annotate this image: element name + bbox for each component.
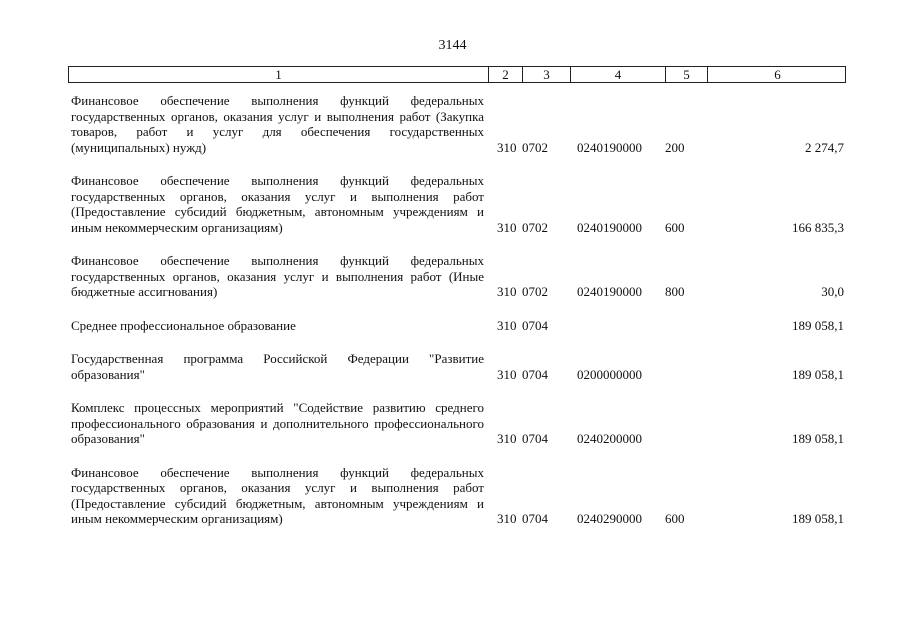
row-description: Среднее профессиональное образование xyxy=(71,317,296,333)
row-code: 310 xyxy=(497,139,517,155)
page-number: 3144 xyxy=(438,38,467,53)
row-amount: 189 058,1 xyxy=(792,317,844,333)
row-code: 310 xyxy=(497,317,517,333)
column-header-2: 2 xyxy=(489,67,523,82)
column-header-1: 1 xyxy=(69,67,489,82)
row-type: 600 xyxy=(665,219,685,235)
row-target: 0240190000 xyxy=(577,219,642,235)
row-type: 800 xyxy=(665,284,685,299)
row-target: 0200000000 xyxy=(577,366,642,382)
row-code: 310 xyxy=(497,219,517,235)
row-amount: 189 058,1 xyxy=(792,431,844,446)
table-row xyxy=(68,465,846,527)
row-section: 0702 xyxy=(522,284,548,299)
row-section: 0702 xyxy=(522,139,548,155)
row-amount: 30,0 xyxy=(821,284,844,299)
row-section: 0702 xyxy=(522,219,548,235)
table-row xyxy=(68,318,846,334)
row-section: 0704 xyxy=(522,511,548,526)
table-row xyxy=(68,253,846,300)
row-target: 0240190000 xyxy=(577,139,642,155)
table-row xyxy=(68,93,846,155)
row-code: 310 xyxy=(497,511,517,526)
table-row xyxy=(68,400,846,447)
row-amount: 166 835,3 xyxy=(792,219,844,235)
row-section: 0704 xyxy=(522,366,548,382)
row-amount: 189 058,1 xyxy=(792,366,844,382)
column-header-6: 6 xyxy=(774,67,781,82)
row-code: 310 xyxy=(497,431,517,446)
row-amount: 2 274,7 xyxy=(805,139,844,155)
table-header xyxy=(68,66,846,83)
row-code: 310 xyxy=(497,366,517,382)
row-description: Финансовое обеспечение выполнения функций федеральных государственных органов, оказания услуг и выполнения работ (Предоставление субсидий бюджетным, автономным учреждениям и иным некоммерческим организациям) xyxy=(71,173,484,235)
row-target: 0240190000 xyxy=(577,284,642,299)
row-description: Государственная программа Российской Федерации "Развитие образования" xyxy=(71,351,484,382)
column-header-4: 4 xyxy=(571,67,666,82)
row-target: 0240200000 xyxy=(577,431,642,446)
row-section: 0704 xyxy=(522,317,548,333)
row-description: Комплекс процессных мероприятий "Содействие развитию среднего профессионального образования и дополнительного профессионального образования" xyxy=(71,400,484,446)
table-row xyxy=(68,351,846,382)
row-code: 310 xyxy=(497,284,517,299)
row-type: 600 xyxy=(665,511,685,526)
table-row xyxy=(68,173,846,235)
row-description: Финансовое обеспечение выполнения функций федеральных государственных органов, оказания услуг и выполнения работ (Иные бюджетные ассигнования) xyxy=(71,253,484,299)
row-section: 0704 xyxy=(522,431,548,446)
row-description: Финансовое обеспечение выполнения функций федеральных государственных органов, оказания услуг и выполнения работ (Предоставление субсидий бюджетным, автономным учреждениям и иным некоммерческим организациям) xyxy=(71,464,484,526)
row-amount: 189 058,1 xyxy=(792,511,844,526)
column-header-3: 3 xyxy=(523,67,571,82)
table-body xyxy=(68,93,846,527)
row-target: 0240290000 xyxy=(577,511,642,526)
row-description: Финансовое обеспечение выполнения функций федеральных государственных органов, оказания услуг и выполнения работ (Закупка товаров, работ и услуг для обеспечения государственных (муниципальных) нужд) xyxy=(71,93,484,155)
row-type: 200 xyxy=(665,139,685,155)
column-header-5: 5 xyxy=(666,67,708,82)
